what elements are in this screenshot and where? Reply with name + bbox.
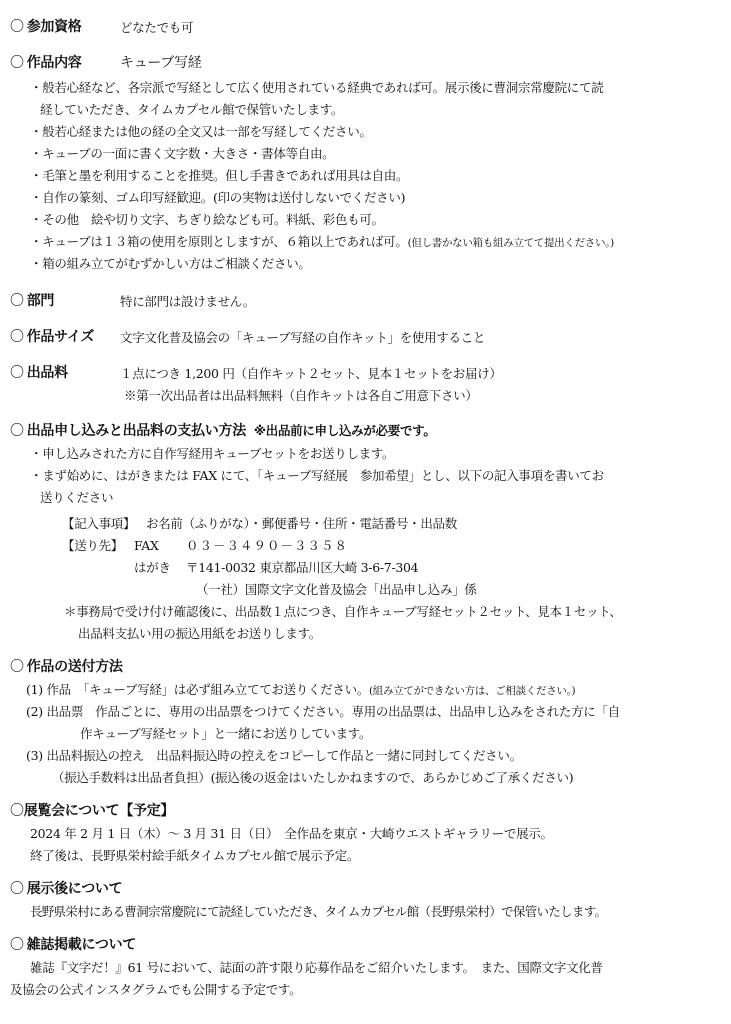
section-exhibition [10,804,174,818]
circle-bullet-icon: 〇 [10,803,24,819]
send-label: 【送り先】 [62,538,124,553]
exhibition-line: 終了後は、長野県栄村絵手紙タイムカプセル館で展示予定。 [30,848,360,863]
post-label: はがき [134,560,171,575]
list-item: 経していただき、タイムカプセル館で保管いたします。 [40,102,344,117]
circle-bullet-icon: 〇 [10,937,24,953]
circle-bullet-icon: 〇 [10,881,24,897]
list-item: ・自作の篆刻、ゴム印写経歓迎。(印の実物は送付しないでください) [30,190,406,205]
list-item: ・キューブの一面に書く文字数・大きさ・書体等自由。 [30,146,335,161]
content-value: キューブ写経 [120,55,202,71]
fax-value: ０３－３４９０－３３５８ [186,538,349,553]
circle-bullet-icon: 〇 [10,19,24,35]
fax-label: FAX [134,538,159,553]
post-organization: （一社）国際文字文化普及協会「出品申し込み」係 [196,582,477,597]
heading-size: 作品サイズ [26,329,95,345]
section-eligibility [10,20,82,34]
heading-exhibition: 展覧会について【予定】 [23,803,175,819]
application-line: ・まず始めに、はがきまたは FAX にて、「キューブ写経展 参加希望」とし、以下の記入事項を書いてお [30,468,604,483]
section-fee [10,366,68,380]
entry-label: 【記入事項】 [62,516,136,531]
heading-division: 部門 [26,293,55,309]
section-after [10,882,122,896]
fee-line2: ※第一次出品者は出品料無料（自作キットは各自ご用意下さい） [124,388,478,403]
heading-shipping: 作品の送付方法 [26,659,123,675]
list-item: ・毛筆と墨を利用することを推奨。但し手書きであれば用具は自由。 [30,168,409,183]
list-item: ・般若心経または他の経の全文又は一部を写経してください。 [30,124,372,139]
entry-value: お名前（ふりがな）・郵便番号・住所・電話番号・出品数 [146,516,457,531]
application-note: ※出品前に申し込みが必要です。 [253,423,436,438]
section-content [10,56,82,70]
list-item: ・その他 絵や切り文字、ちぎり絵なども可。料紙、彩色も可。 [30,212,384,227]
heading-application: 出品申し込みと出品料の支払い方法 [26,423,246,439]
shipping-line: (1) 作品 「キューブ写経」は必ず組み立ててお送りください。(組み立てができない方は、ご相談ください。) [26,682,576,697]
list-item: ・般若心経など、各宗派で写経として広く使用されている経典であれば可。展示後に曹洞宗常慶院にて読 [30,80,604,95]
exhibition-line: 2024 年 2 月 1 日（木）～ 3 月 31 日（日） 全作品を東京・大崎ウエストギャラリーで展示。 [30,826,553,841]
shipping-line: (2) 出品票 作品ごとに、専用の出品票をつけてください。専用の出品票は、出品申し込みをされた方に「自 [26,704,620,719]
shipping-line: （振込手数料は出品者負担）(振込後の返金はいたしかねますので、あらかじめご了承ください) [52,770,574,785]
circle-bullet-icon: 〇 [10,365,24,381]
application-footnote: ＊事務局で受け付け確認後に、出品数１点につき、自作キューブ写経セット２セット、見本１セット、 [64,604,622,619]
list-item: ・キューブは１３箱の使用を原則としますが、６箱以上であれば可。(但し書かない箱も組み立てて提出ください。) [30,234,614,249]
heading-eligibility: 参加資格 [26,19,82,35]
application-line: 送りください [40,490,114,505]
heading-content: 作品内容 [26,55,82,71]
section-application [10,424,436,438]
circle-bullet-icon: 〇 [10,659,24,675]
section-shipping [10,660,123,674]
section-magazine [10,938,136,952]
circle-bullet-icon: 〇 [10,55,24,71]
magazine-line: 雑誌『文字だ！』61 号において、誌面の許す限り応募作品をご紹介いたします。 また、国際文字文化普 [30,960,603,975]
eligibility-value: どなたでも可 [120,20,194,35]
section-division [10,294,54,308]
shipping-line: 作キューブ写経セット」と一緒にお送りしています。 [80,726,372,741]
list-item-note: (但し書かない箱も組み立てて提出ください。) [407,237,614,249]
size-value: 文字文化普及協会の「キューブ写経の自作キット」を使用すること [120,330,486,345]
heading-magazine: 雑誌掲載について [26,937,137,953]
magazine-line: 及協会の公式インスタグラムでも公開する予定です。 [10,982,302,997]
fee-line1: １点につき 1,200 円（自作キット２セット、見本１セットをお届け） [120,366,502,381]
heading-fee: 出品料 [26,365,68,381]
division-value: 特に部門は設けません。 [120,294,255,309]
section-size [10,330,94,344]
application-line: ・申し込みされた方に自作写経用キューブセットをお送りします。 [30,446,395,461]
circle-bullet-icon: 〇 [10,423,24,439]
shipping-line: (3) 出品料振込の控え 出品料振込時の控えをコピーして作品と一緒に同封してください。 [26,748,522,763]
post-value: 〒141-0032 東京都品川区大崎 3-6-7-304 [186,560,419,575]
circle-bullet-icon: 〇 [10,293,24,309]
application-footnote: 出品料支払い用の振込用紙をお送りします。 [78,626,322,641]
after-line: 長野県栄村にある曹洞宗常慶院にて読経していただき、タイムカプセル館（長野県栄村）で保管いたします。 [30,904,607,919]
list-item: ・箱の組み立てがむずかしい方はご相談ください。 [30,256,311,271]
heading-after: 展示後について [26,881,123,897]
circle-bullet-icon: 〇 [10,329,24,345]
